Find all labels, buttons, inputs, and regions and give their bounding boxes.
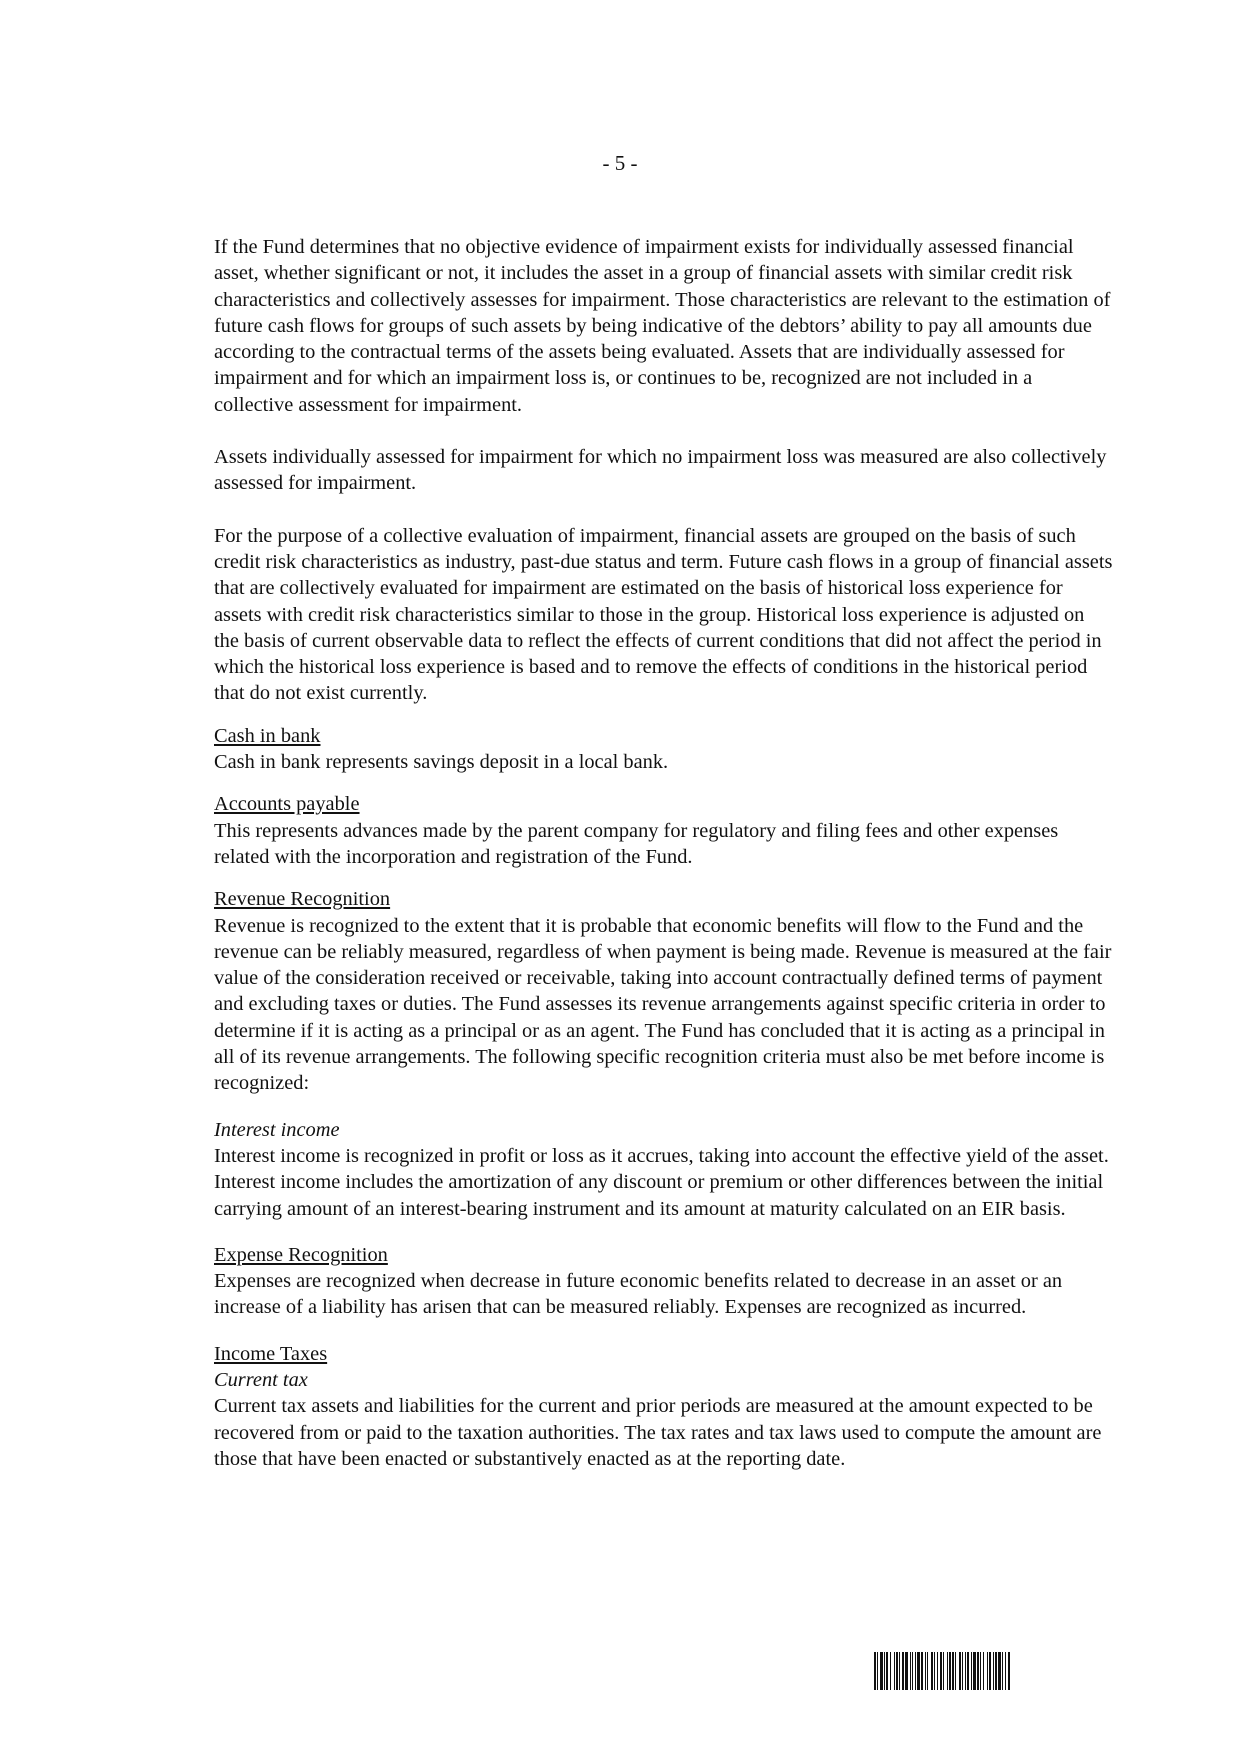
barcode-bar — [967, 1652, 969, 1690]
barcode-bar — [880, 1652, 883, 1690]
barcode-bar — [910, 1652, 911, 1690]
barcode-bar — [1008, 1652, 1010, 1690]
barcode-bar — [947, 1652, 948, 1690]
impairment-paragraph-2: Assets individually assessed for impairment for which no impairment loss was measured are also collectively assessed for impairment. — [214, 446, 1107, 495]
barcode-bar — [915, 1652, 916, 1690]
cash-in-bank-heading: Cash in bank — [214, 724, 321, 747]
accounts-payable-heading: Accounts payable — [214, 793, 360, 816]
barcode-bar — [894, 1652, 895, 1690]
barcode-bar — [965, 1652, 966, 1690]
interest-income-heading: Interest income — [214, 1118, 340, 1141]
barcode-bar — [940, 1652, 942, 1690]
barcode-bar — [886, 1652, 888, 1690]
barcode-bar — [949, 1652, 951, 1690]
barcode-bar — [1002, 1652, 1003, 1690]
barcode-bar — [874, 1652, 876, 1690]
barcode-graphic — [874, 1652, 1124, 1690]
barcode-bar — [962, 1652, 963, 1690]
barcode-bar — [902, 1652, 904, 1690]
barcode-bar — [934, 1652, 935, 1690]
barcode-bar — [973, 1652, 976, 1690]
barcode-bar — [884, 1652, 885, 1690]
barcode-bar — [943, 1652, 944, 1690]
barcode-bar — [921, 1652, 923, 1690]
expense-recognition-heading: Expense Recognition — [214, 1243, 388, 1266]
current-tax-body: Current tax assets and liabilities for the current and prior periods are measured at the amount expected to be recovered from or paid to the taxation authorities. The tax rates and tax laws used to compute the amount are those that have been enacted or substantively enacted as at the reporting date. — [214, 1395, 1102, 1470]
barcode-bar — [896, 1652, 898, 1690]
revenue-recognition-heading: Revenue Recognition — [214, 888, 391, 911]
barcode-bar — [977, 1652, 979, 1690]
revenue-recognition-body: Revenue is recognized to the extent that it is probable that economic benefits will flow to the Fund and the revenue can be reliably measured, regardless of when payment is being made. Revenue is measured at the fair value of the consideration received or receivable, taking into account contractually defined terms of payment and excluding taxes or duties. The Fund assesses its revenue arrangements against specific criteria in order to determine if it is acting as a principal or as an agent. The Fund has concluded that it is acting as a principal in all of its revenue arrangements. The following specific recognition criteria must also be met before income is recognized: — [214, 914, 1112, 1095]
barcode-bar — [980, 1652, 981, 1690]
barcode-bar — [877, 1652, 878, 1690]
interest-income-body: Interest income is recognized in profit or loss as it accrues, taking into account the effective yield of the asset. Interest income includes the amortization of any discount or premium or other differences between the initial carrying amount of an interest-bearing instrument and its amount at maturity calculated on an EIR basis. — [214, 1144, 1109, 1220]
barcode-bar — [899, 1652, 900, 1690]
page-number: - 5 - — [602, 151, 638, 175]
impairment-paragraph-3: For the purpose of a collective evaluation of impairment, financial assets are grouped on the basis of such credit risk characteristics as industry, past-due status and term. Future cash flows in a group of financial assets that are collectively evaluated for impairment are estimated on the basis of historical loss experience for assets with credit risk characteristics similar to those in the group. Historical loss experience is adjusted on the basis of current observable data to reflect the effects of current conditions that did not affect the period in which the historical loss experience is based and to remove the effects of conditions in the historical period that do not exist currently. — [214, 524, 1113, 705]
barcode — [874, 1652, 1124, 1690]
income-taxes-heading: Income Taxes — [214, 1342, 328, 1365]
barcode-bar — [989, 1652, 991, 1690]
barcode-bar — [912, 1652, 913, 1690]
barcode-bar — [905, 1652, 908, 1690]
barcode-bar — [955, 1652, 956, 1690]
barcode-bar — [931, 1652, 933, 1690]
barcode-bar — [917, 1652, 920, 1690]
barcode-bar — [987, 1652, 988, 1690]
accounts-payable-body: This represents advances made by the parent company for regulatory and filing fees and other expenses related with the incorporation and registration of the Fund. — [214, 819, 1059, 868]
barcode-bar — [993, 1652, 994, 1690]
barcode-bar — [925, 1652, 926, 1690]
barcode-bar — [959, 1652, 961, 1690]
cash-in-bank-body: Cash in bank represents savings deposit in a local bank. — [214, 751, 669, 774]
barcode-bar — [998, 1652, 1001, 1690]
impairment-paragraph-1: If the Fund determines that no objective evidence of impairment exists for individually assessed financial asset, whether significant or not, it includes the asset in a group of financial assets with similar credit risk characteristics and collectively assesses for impairment. Those characteristics are relevant to the estimation of future cash flows for groups of such assets by being indicative of the debtors’ ability to pay all amounts due according to the contractual terms of the assets being evaluated. Assets that are individually assessed for impairment and for which an impairment loss is, or continues to be, recognized are not included in a collective assessment for impairment. — [214, 236, 1111, 416]
expense-recognition-body: Expenses are recognized when decrease in future economic benefits related to decrease in an asset or an increase of a liability has arisen that can be measured reliably. Expenses are recognized as incurred. — [214, 1270, 1063, 1319]
barcode-bar — [952, 1652, 954, 1690]
barcode-bar — [1005, 1652, 1006, 1690]
barcode-bar — [927, 1652, 928, 1690]
barcode-bar — [983, 1652, 984, 1690]
current-tax-heading: Current tax — [214, 1368, 308, 1391]
barcode-bar — [995, 1652, 997, 1690]
document-body — [214, 234, 1114, 1472]
barcode-bar — [937, 1652, 938, 1690]
barcode-bar — [890, 1652, 891, 1690]
barcode-bar — [971, 1652, 972, 1690]
